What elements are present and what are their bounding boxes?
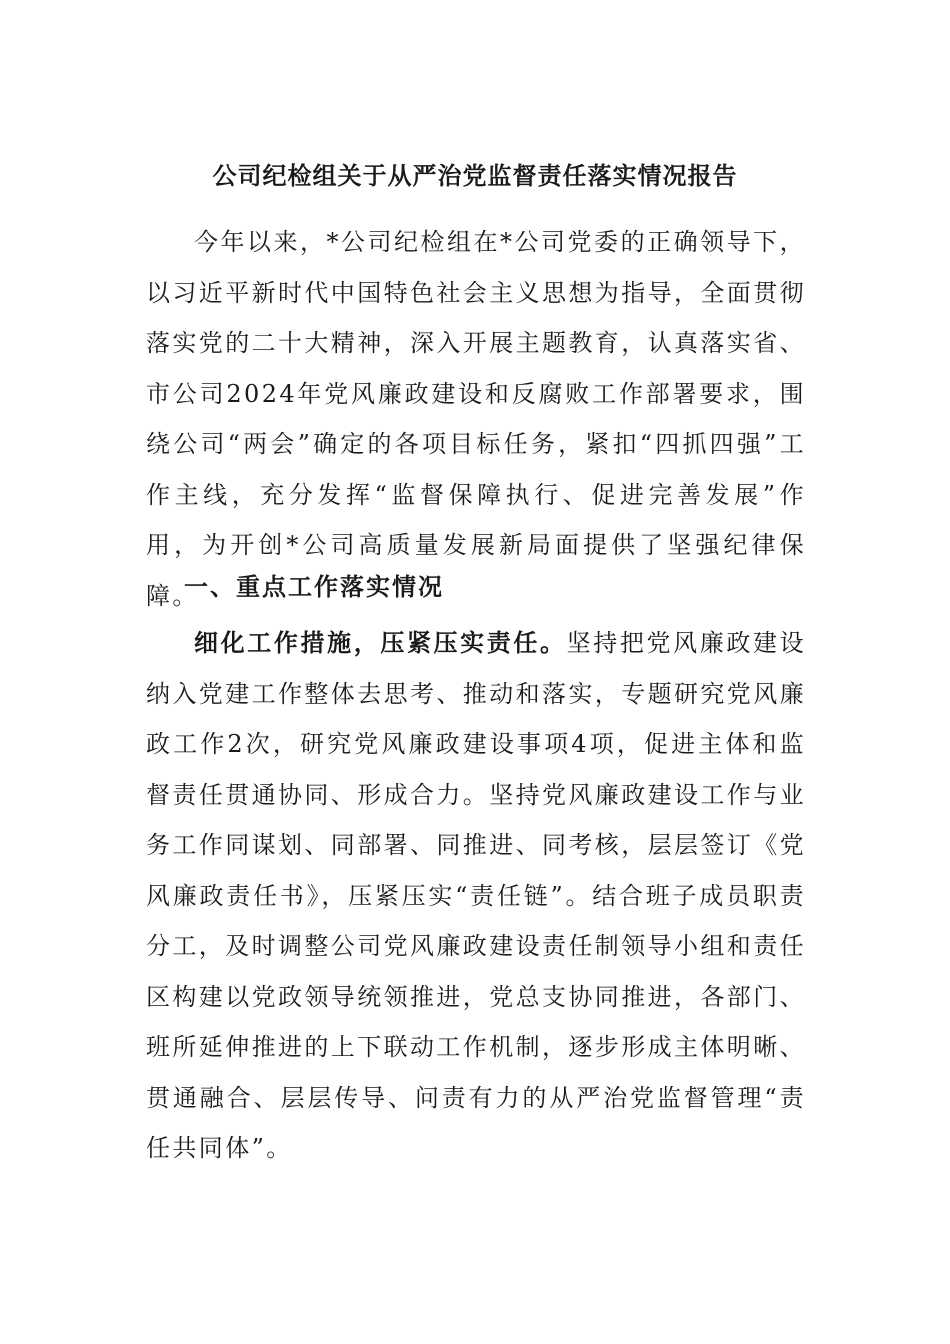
document-title: 公司纪检组关于从严治党监督责任落实情况报告 (212, 161, 738, 190)
section-paragraph (146, 618, 806, 1174)
paragraph-lead: 细化工作措施，压紧压实责任。 (194, 628, 567, 657)
paragraph-body: 坚持把党风廉政建设纳入党建工作整体去思考、推动和落实，专题研究党风廉政工作2次，研究党风廉政建设事项4项，促进主体和监督责任贯通协同、形成合力。坚持党风廉政建设工作与业务工作同谋划、同部署、同推进、同考核，层层签订《党风廉政责任书》，压紧压实“责任链”。结合班子成员职责分工，及时调整公司党风廉政建设责任制领导小组和责任区构建以党政领导统领推进，党总支协同推进，各部门、班所延伸推进的上下联动工作机制，逐步形成主体明晰、贯通融合、层层传导、问责有力的从严治党监督管理“责任共同体”。 (146, 629, 806, 1162)
intro-paragraph: 今年以来，*公司纪检组在*公司党委的正确领导下，以习近平新时代中国特色社会主义思想为指导，全面贯彻落实党的二十大精神，深入开展主题教育，认真落实省、市公司2024年党风廉政建设和反腐败工作部署要求，围绕公司“两会”确定的各项目标任务，紧扣“四抓四强”工作主线，充分发挥“监督保障执行、促进完善发展”作用，为开创*公司高质量发展新局面提供了坚强纪律保障。 (146, 228, 806, 610)
section-heading: 一、重点工作落实情况 (184, 572, 444, 601)
